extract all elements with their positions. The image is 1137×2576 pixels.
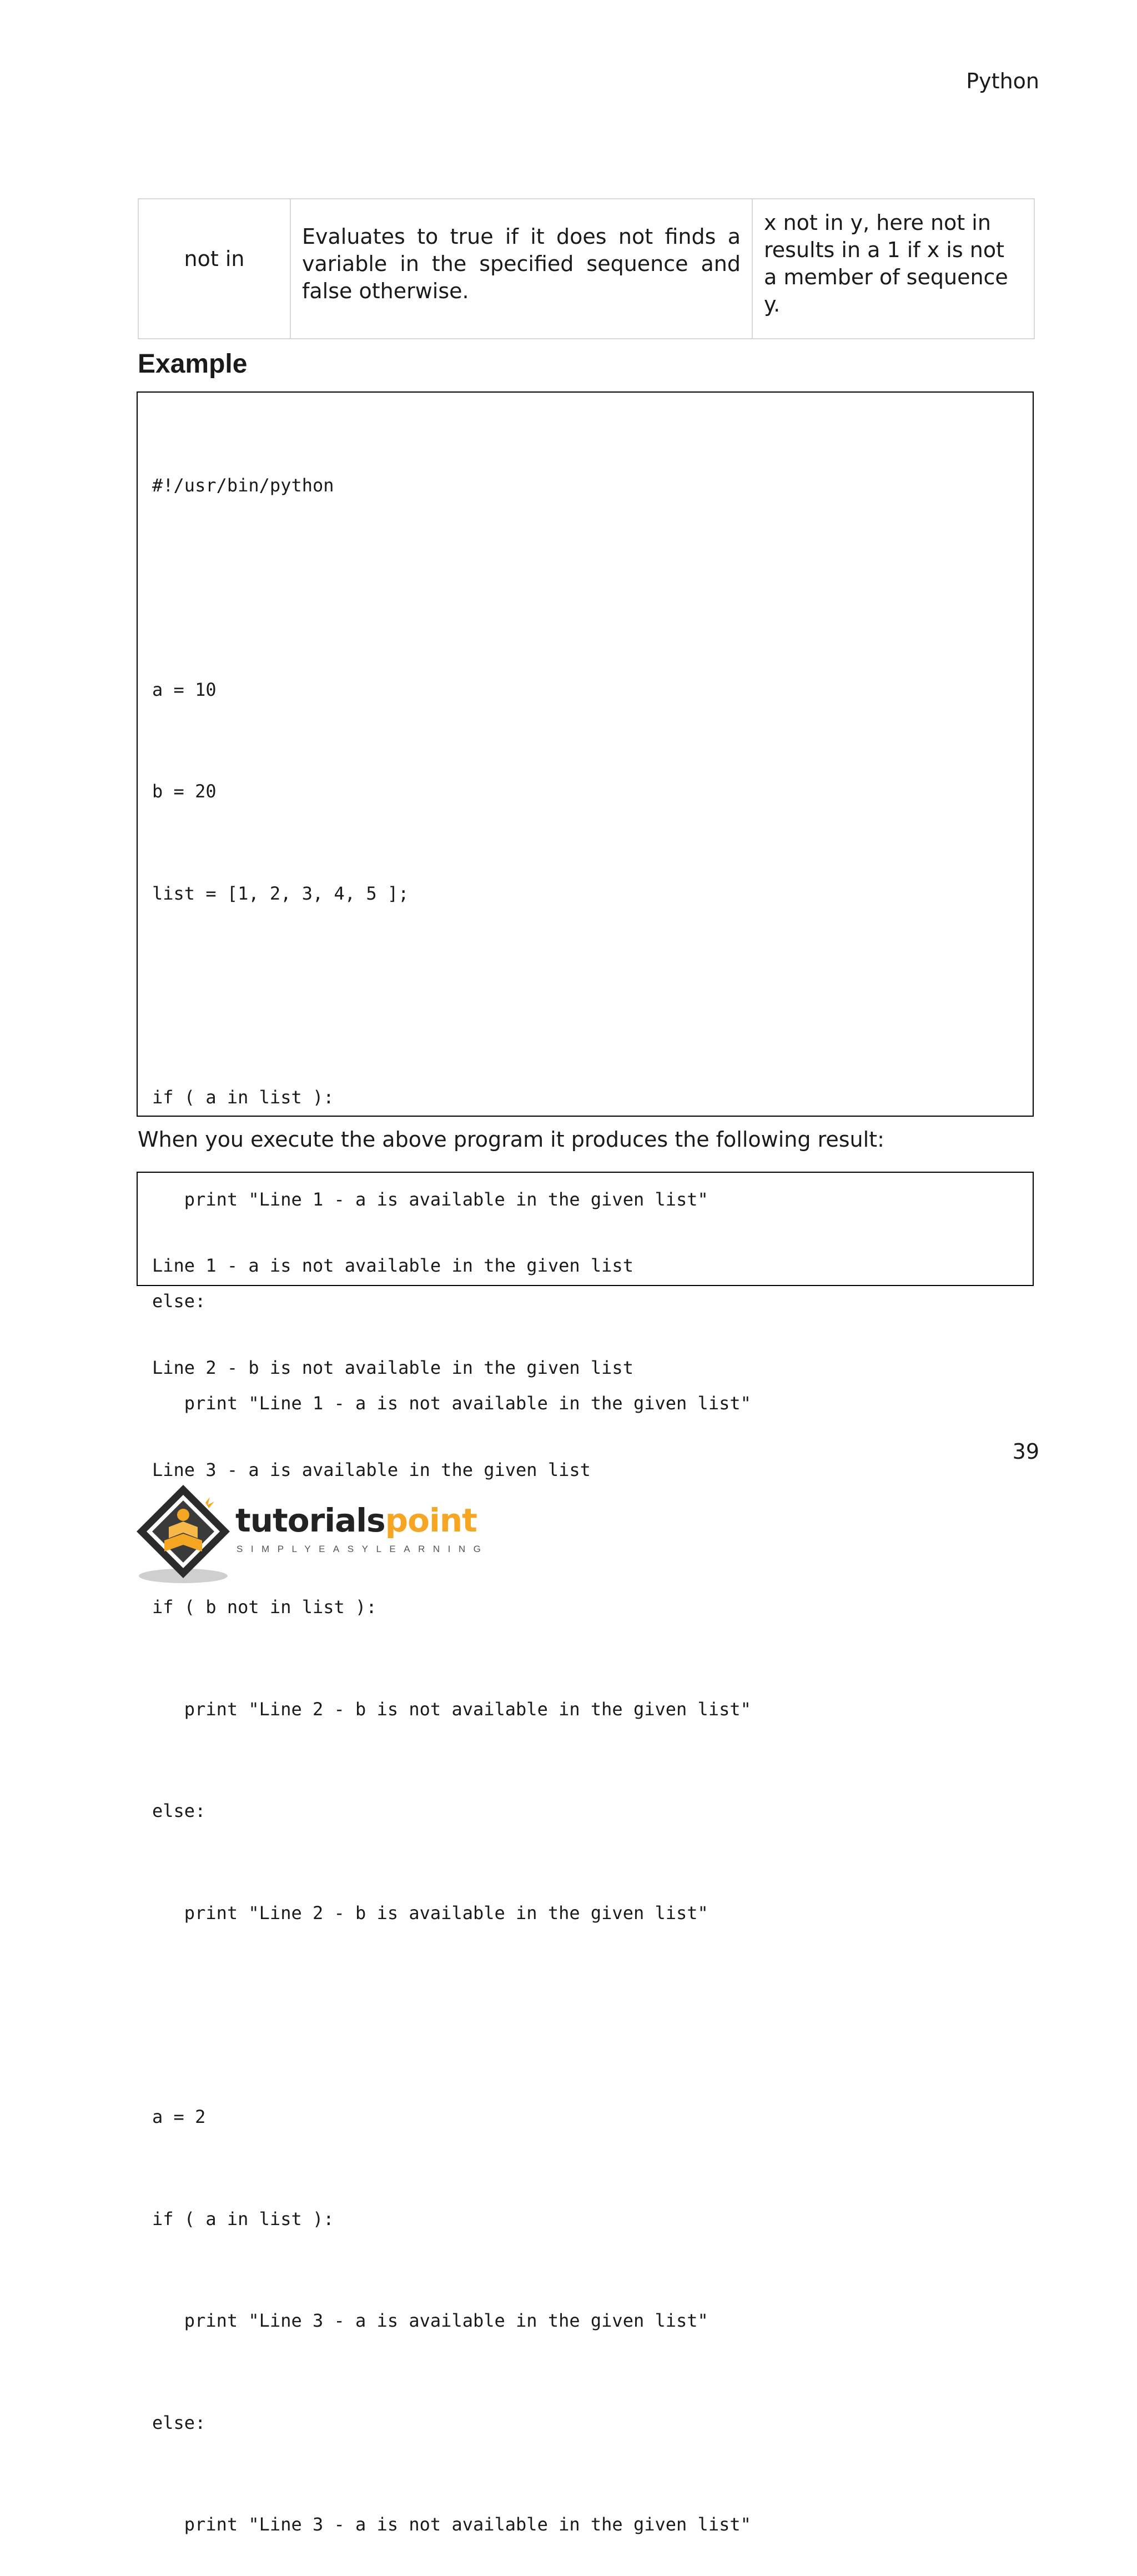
- code-line: print "Line 2 - b is available in the given list": [152, 1902, 708, 1924]
- code-line: else:: [152, 1290, 206, 1312]
- code-line: list = [1, 2, 3, 4, 5 ];: [152, 882, 409, 904]
- code-line: if ( a in list ):: [152, 2208, 334, 2229]
- logo-wordmark-main: tutorials: [235, 1502, 385, 1539]
- code-line: else:: [152, 2412, 206, 2433]
- code-line: if ( a in list ):: [152, 1086, 334, 1108]
- code-line: a = 10: [152, 679, 217, 700]
- code-line: print "Line 2 - b is not available in the given list": [152, 1698, 751, 1720]
- code-line: else:: [152, 1800, 206, 1822]
- code-line: a = 2: [152, 2106, 206, 2127]
- logo-tagline: SIMPLYEASYLEARNING: [237, 1544, 489, 1554]
- code-line: print "Line 1 - a is available in the given list": [152, 1188, 708, 1210]
- page-number: 39: [1012, 1439, 1039, 1464]
- logo-wordmark-accent: point: [385, 1502, 477, 1539]
- example-cell: x not in y, here not in results in a 1 if x is not a member of sequence y.: [752, 199, 1034, 339]
- code-line: b = 20: [152, 781, 217, 802]
- code-line: #!/usr/bin/python: [152, 475, 334, 496]
- code-line: [152, 571, 1033, 605]
- code-line: print "Line 3 - a is available in the given list": [152, 2310, 708, 2332]
- code-line: print "Line 1 - a is not available in the given list": [152, 1392, 751, 1414]
- page-header-title: Python: [966, 69, 1039, 93]
- table-row: [138, 199, 1034, 339]
- section-heading: Example: [138, 349, 248, 379]
- code-line: [152, 978, 1033, 1012]
- output-line: Line 1 - a is not available in the given list: [152, 1255, 633, 1277]
- result-intro-text: When you execute the above program it produces the following result:: [138, 1127, 884, 1152]
- code-line: [152, 1998, 1033, 2032]
- output-line: Line 2 - b is not available in the given list: [152, 1357, 633, 1378]
- operator-cell: not in: [138, 199, 290, 339]
- logo-emblem-icon: [137, 1480, 237, 1586]
- code-line: print "Line 3 - a is not available in the given list": [152, 2514, 751, 2535]
- code-line: if ( b not in list ):: [152, 1596, 377, 1618]
- tutorialspoint-logo: [137, 1480, 489, 1586]
- logo-wordmark: [235, 1502, 477, 1539]
- output-line: Line 3 - a is available in the given list: [152, 1459, 591, 1480]
- operator-table: [138, 198, 1035, 339]
- description-cell: Evaluates to true if it does not finds a variable in the specified sequence and false otherwise.: [290, 199, 752, 339]
